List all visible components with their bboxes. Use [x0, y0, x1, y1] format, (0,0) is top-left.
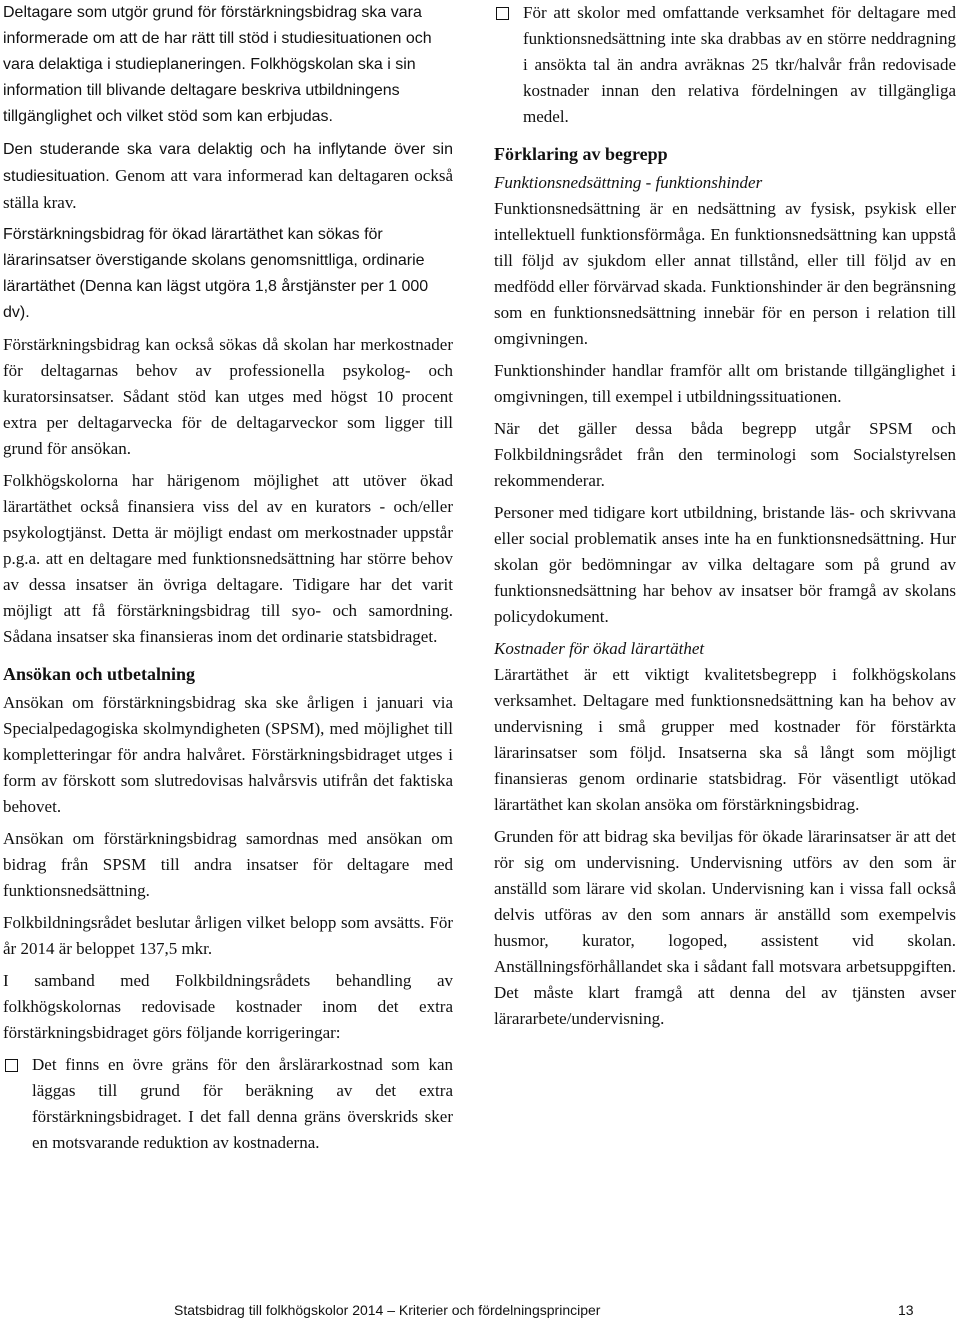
section-heading-application: Ansökan och utbetalning [3, 664, 196, 684]
subheading-disability: Funktionsnedsättning - funktionshinder [494, 173, 763, 192]
paragraph-application-coordination: Ansökan om förstärkningsbidrag samordnas med ansökan om bidrag från SPSM till andra insatser för deltagare med funktionsnedsättning. [3, 829, 453, 900]
checkbox-bullet-icon [5, 1059, 18, 1072]
right-column [494, 0, 956, 1038]
list-item [3, 1052, 453, 1156]
bullet-text: Det finns en övre gräns för den årslärarkostnad som kan läggas till grund för beräkning av det extra förstärkningsbidraget. I det fall denna gräns överskrids sker en motsvarande reduktion av kostnaderna. [32, 1055, 453, 1152]
section-heading-definitions: Förklaring av begrepp [494, 144, 668, 164]
paragraph-curator-psychologist: Folkhögskolorna har härigenom möjlighet att utöver ökad lärartäthet också finansiera viss del av en kurators - och/eller psykologtjänst. Detta är möjligt endast om merkostnader uppstår p.g.a. att en deltagare med funktionsnedsättning har större behov av dessa insatser än övriga deltagare. Tidigare har det varit möjligt att få förstärkningsbidrag till syo- och samordning. Sådana insatser ska finansieras inom det ordinarie statsbidraget. [3, 471, 453, 646]
paragraph-disability-definition: Funktionsnedsättning är en nedsättning av fysisk, psykisk eller intellektuell funktionsförmåga. En funktionsnedsättning kan uppstå till följd av sjukdom eller annat tillstånd, eller till följd av en medfödd eller förvärvad skada. Funktionshinder är den begränsning som en funktionsnedsättning innebär för en person i relation till omgivningen. [494, 199, 956, 348]
paragraph-extra-costs: Förstärkningsbidrag kan också sökas då skolan har merkostnader för deltagarnas behov av professionella psykolog- och kuratorsinsatser. Sådant stöd kan utges med högst 10 procent extra per deltagarvecka för de deltagarveckor som ligger till grund för ansökan. [3, 335, 453, 458]
paragraph-teacher-density: Förstärkningsbidrag för ökad lärartäthet kan sökas för lärarinsatser överstigande skolans genomsnittliga, ordinarie lärartäthet (Denna kan lägst utgöra 1,8 årstjänster per 1 000 dv). [3, 226, 429, 321]
paragraph-corrections-intro: I samband med Folkbildningsrådets behandling av folkhögskolornas redovisade kostnader inom det extra förstärkningsbidraget görs följande korrigeringar: [3, 971, 453, 1042]
left-column [3, 0, 453, 1162]
paragraph-terminology: När det gäller dessa båda begrepp utgår SPSM och Folkbildningsrådet från den terminologi som Socialstyrelsen rekommenderar. [494, 419, 956, 490]
subheading-teacher-costs: Kostnader för ökad lärartäthet [494, 639, 705, 658]
paragraph-accessibility: Funktionshinder handlar framför allt om bristande tillgänglighet i omgivningen, till exempel i utbildningssituationen. [494, 361, 956, 406]
paragraph-amount: Folkbildningsrådet beslutar årligen vilket belopp som avsätts. För år 2014 är beloppet 137,5 mkr. [3, 913, 453, 958]
paragraph-teaching-basis: Grunden för att bidrag ska beviljas för ökade lärarinsatser är att det rör sig om undervisning. Undervisning utförs av den som är anställd som lärare vid skolan. Undervisning kan i vissa fall också delvis utföras av den som annars är anställd som exempelvis husmor, kurator, logoped, assistent vid skolan. Anställningsförhållandet ska i sådant fall motsvara arbetsuppgiften. Det måste klart framgå att denna del av tjänsten avser lärararbete/undervisning. [494, 827, 956, 1028]
paragraph-teacher-density-quality: Lärartäthet är ett viktigt kvalitetsbegrepp i folkhögskolans verksamhet. Deltagare med funktionsnedsättning kan ha behov av undervisning i små grupper med kostnader för förstärkta lärarinsatser som följd. Insatserna ska så långt som möjligt finansieras genom ordinarie statsbidrag. För väsentligt utökad lärartäthet kan skolan ansöka om förstärkningsbidrag. [494, 665, 956, 814]
checkbox-bullet-icon [496, 7, 509, 20]
paragraph-exclusions: Personer med tidigare kort utbildning, bristande läs- och skrivvana eller social problematik anses inte ha en funktionsnedsättning. Hur skolan gör bedömningar av vilka deltagare som på grund av funktionsnedsättning har behov av insatser bör framgå av skolans policydokument. [494, 503, 956, 626]
influence-sentence: Den studerande ska vara delaktig och ha inflytande över sin studiesituation. [3, 141, 453, 185]
bullet-text: För att skolor med omfattande verksamhet för deltagare med funktionsnedsättning inte ska drabbas av en större neddragning i ansökta tal än andra avräknas 25 tkr/halvår från redovisade kostnader innan den relativa fördelningen av tillgängliga medel. [523, 3, 956, 126]
paragraph-application-timing: Ansökan om förstärkningsbidrag ska ske årligen i januari via Specialpedagogiska skolmyndigheten (SPSM), med möjlighet till kompletteringar för andra halvåret. Förstärkningsbidraget utges i form av förskott som slutredovisas halvårsvis utifrån det faktiska behovet. [3, 693, 453, 816]
footer-title: Statsbidrag till folkhögskolor 2014 – Kriterier och fördelningsprinciper [174, 1302, 601, 1318]
paragraph-participant-info: Deltagare som utgör grund för förstärkningsbidrag ska vara informerade om att de har rätt till stöd i studiesituationen och vara delaktiga i studieplaneringen. Folkhögskolan ska i sin information till blivande deltagare beskriva utbildningens tillgänglighet och vilket stöd som kan erbjudas. [3, 4, 432, 125]
informed-sentence: Genom att vara informerad kan deltagaren också ställa krav. [3, 166, 453, 212]
list-item [494, 0, 956, 130]
paragraph-participant-influence [3, 136, 453, 216]
page-number: 13 [898, 1302, 914, 1318]
